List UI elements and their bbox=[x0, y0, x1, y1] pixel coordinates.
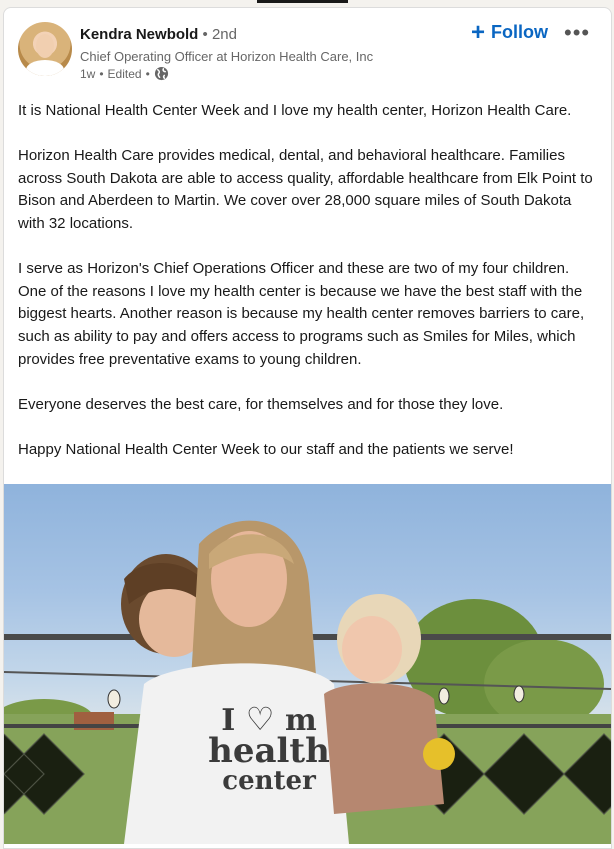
post-card bbox=[3, 7, 612, 849]
post-paragraph-4: Everyone deserves the best care, for themselves and for those they love. bbox=[18, 395, 504, 413]
post-paragraph-5: Happy National Health Center Week to our staff and the patients we serve! bbox=[18, 440, 514, 458]
post-paragraph-1: It is National Health Center Week and I love my health center, Horizon Health Care. bbox=[18, 102, 572, 119]
author-name-row bbox=[80, 26, 237, 43]
author-name[interactable]: Kendra Newbold bbox=[80, 26, 199, 43]
post-header bbox=[4, 8, 611, 88]
meta-separator-1: • bbox=[99, 66, 104, 81]
shirt-line-1: I bbox=[221, 703, 236, 738]
connection-degree: 2nd bbox=[211, 26, 237, 43]
avatar[interactable] bbox=[18, 22, 72, 76]
shirt-graphic bbox=[199, 700, 339, 796]
active-tab-indicator bbox=[257, 0, 348, 3]
meta-separator-2: • bbox=[145, 66, 150, 81]
post-paragraph-2: Horizon Health Care provides medical, dental, and behavioral healthcare. Families across South Dakota are able to access quality, affordable healthcare from Elk Point to Bison and Aberdeen to Martin. We cover over 28,000 square miles of South Dakota with 32 locations. bbox=[18, 147, 593, 232]
post-paragraph-3: I serve as Horizon's Chief Operations Officer and these are two of my four children. One of the reasons I love my health center is because we have the best staff with the biggest hearts. Another reason is because my health center removes barriers to care, such as ability to pay and offers access to programs such as Smiles for Miles, which provides free preventative exams to young children. bbox=[18, 260, 585, 368]
avatar-face bbox=[36, 34, 54, 58]
post-time: 1w bbox=[80, 66, 96, 81]
plus-icon: + bbox=[471, 18, 486, 46]
more-options-icon[interactable]: ••• bbox=[564, 20, 591, 45]
edited-label: Edited bbox=[107, 66, 142, 81]
shirt-line-2: m bbox=[284, 703, 317, 738]
avatar-shirt bbox=[26, 60, 64, 76]
shirt-line-3: health bbox=[208, 731, 330, 771]
post-body bbox=[18, 100, 596, 484]
follow-label: Follow bbox=[491, 22, 549, 42]
heart-icon: I ♡ m bbox=[221, 700, 317, 738]
shirt-line-4: center bbox=[222, 766, 316, 796]
follow-button[interactable] bbox=[471, 18, 549, 46]
post-photo[interactable] bbox=[4, 484, 611, 844]
post-meta bbox=[80, 66, 169, 81]
name-separator: • bbox=[202, 26, 208, 43]
author-headline: Chief Operating Officer at Horizon Health Care, Inc bbox=[80, 49, 374, 64]
globe-icon bbox=[154, 66, 169, 81]
